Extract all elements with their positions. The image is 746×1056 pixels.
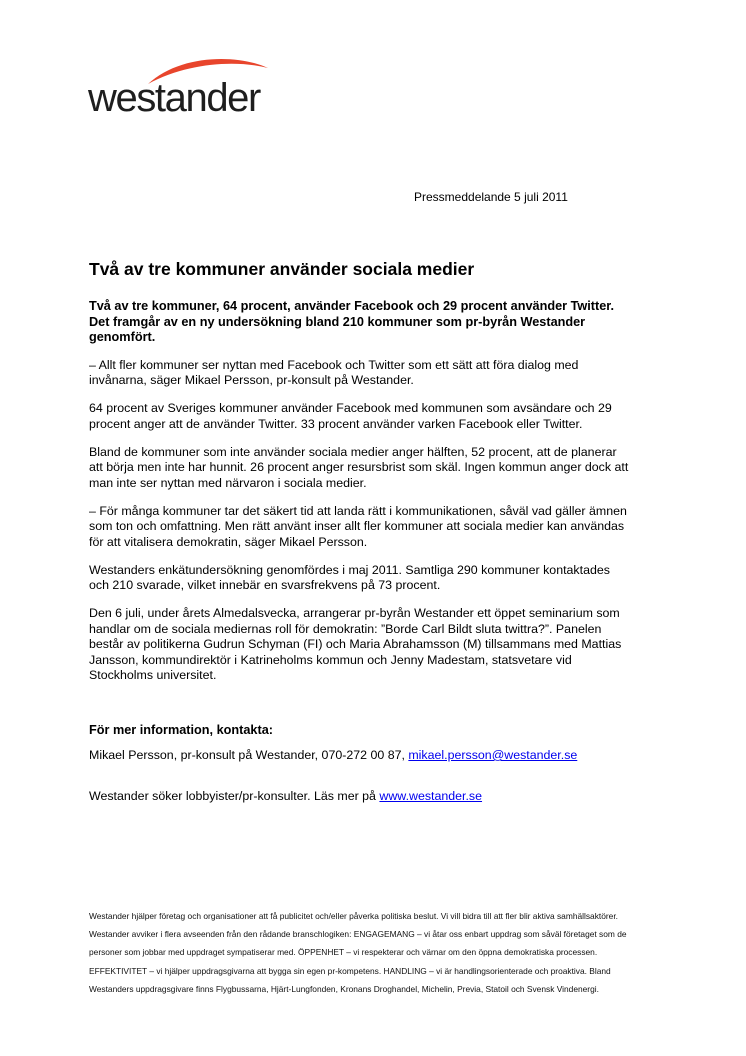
recruit-line <box>89 789 629 805</box>
contact-text: Mikael Persson, pr-konsult på Westander, 070-272 00 87, <box>89 748 409 762</box>
contact-heading: För mer information, kontakta: <box>89 723 273 737</box>
body-paragraph: Den 6 juli, under årets Almedalsvecka, arrangerar pr-byrån Westander ett öppet seminarium som handlar om de sociala mediernas roll för demokratin: ”Borde Carl Bildt sluta twittra?”. Panelen består av politikerna Gudrun Schyman (FI) och Maria Abrahamsson (M) tillsammans med Mattias Jansson, kommundirektör i Katrineholms kommun och Jenny Madestam, statsvetare vid Stockholms universitet. <box>89 606 622 682</box>
logo-wordmark: westander <box>88 76 260 120</box>
body-paragraph: Westanders enkätundersökning genomfördes i maj 2011. Samtliga 290 kommuner kontaktades och 210 svarade, vilket innebär en svarsfrekvens på 73 procent. <box>89 562 610 592</box>
press-release-body <box>89 258 629 817</box>
dateline: Pressmeddelande 5 juli 2011 <box>414 190 568 204</box>
recruit-text: Westander söker lobbyister/pr-konsulter. Läs mer på <box>89 789 380 803</box>
body-paragraph: – För många kommuner tar det säkert tid att landa rätt i kommunikationen, såväl vad gäller ämnen som ton och omfattning. Men rätt använt inser allt fler kommuner att sociala medier kan användas för att vitalisera demokratin, säger Mikael Persson. <box>89 503 627 549</box>
footer-boilerplate: Westander hjälper företag och organisationer att få publicitet och/eller påverka politiska beslut. Vi vill bidra till att fler blir aktiva samhällsaktörer. Westander avviker i flera avseenden från den rådande branschlogiken: ENGAGEMANG – vi åtar oss enbart uppdrag som såväl företaget som de personer som jobbar med uppdraget sympatiserar med. ÖPPENHET – vi respekterar och värnar om den öppna demokratiska processen. EFFEKTIVITET – vi hjälper uppdragsgivarna att bygga sin egen pr-kompetens. HANDLING – vi är handlingsorienterade och proaktiva. Bland Westanders uppdragsgivare finns Flygbussarna, Hjärt-Lungfonden, Kronans Droghandel, Michelin, Previa, Statoil och Svensk Vindenergi. <box>89 911 627 994</box>
body-paragraph: – Allt fler kommuner ser nyttan med Facebook och Twitter som ett sätt att föra dialog med invånarna, säger Mikael Persson, pr-konsult på Westander. <box>89 357 579 387</box>
contact-email-link[interactable]: mikael.persson@westander.se <box>408 748 578 762</box>
contact-line <box>89 748 629 764</box>
lead-paragraph: Två av tre kommuner, 64 procent, använder Facebook och 29 procent använder Twitter. Det framgår av en ny undersökning bland 210 kommuner som pr-byrån Westander genomfört. <box>89 299 615 344</box>
page-title: Två av tre kommuner använder sociala medier <box>89 259 475 279</box>
body-paragraph: 64 procent av Sveriges kommuner använder Facebook med kommunen som avsändare och 29 procent anger att de använder Twitter. 33 procent använder varken Facebook eller Twitter. <box>89 401 612 431</box>
body-paragraph: Bland de kommuner som inte använder sociala medier anger hälften, 52 procent, att de planerar att börja men inte har hunnit. 26 procent anger resursbrist som skäl. Ingen kommun anger dock att man inte ser nyttan med närvaron i sociala medier. <box>89 444 629 490</box>
westander-logo <box>88 56 288 118</box>
website-link[interactable]: www.westander.se <box>379 789 483 803</box>
